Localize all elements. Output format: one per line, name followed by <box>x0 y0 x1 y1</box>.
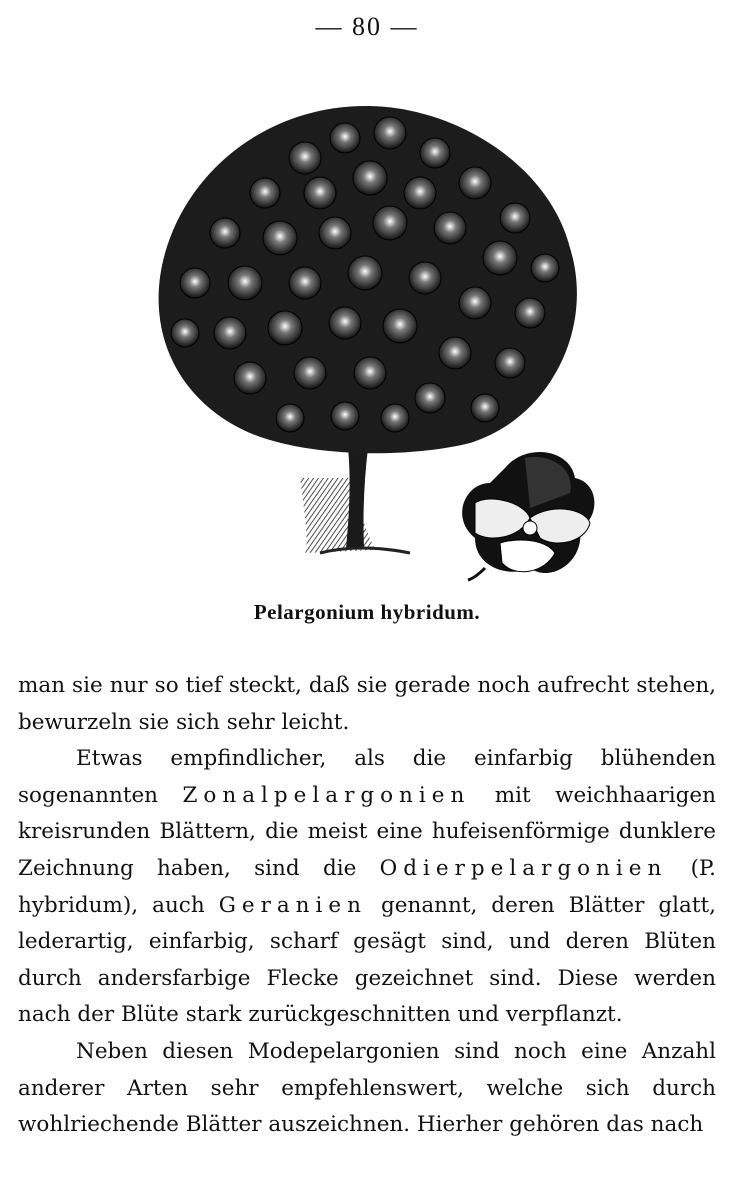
term-zonalpelargonien: Zonalpelargonien <box>182 782 471 808</box>
shrub-crown <box>159 106 577 453</box>
paragraph-2-part: (P. hybridum), auch <box>18 855 716 918</box>
paragraph-2-part: genannt, deren Blätter glatt, lederartig, einfarbig, scharf gesägt sind, und deren Blüten durch andersfarbige Flecke gezeichnet sind. Diese werden nach der Blüte stark zurückgeschnitten und verpflanzt. <box>18 892 716 1028</box>
page-number: — 80 — <box>315 12 419 41</box>
term-geranien: Geranien <box>218 892 367 918</box>
paragraph-2 <box>18 741 716 1034</box>
body-text <box>18 668 716 1144</box>
term-odierpelargonien: Odierpelargonien <box>379 855 668 881</box>
paragraph-3: Neben diesen Modepelargonien sind noch eine Anzahl anderer Arten sehr empfehlenswert, welche sich durch wohlriechende Blätter auszeichnen. Hierher gehören das nach <box>18 1038 716 1138</box>
flower-detail <box>462 452 594 580</box>
paragraph-2-part: Etwas empfindlicher, als die einfarbig blühenden sogenannten <box>18 746 716 808</box>
paragraph-1: man sie nur so tief steckt, daß sie gerade noch aufrecht stehen, bewurzeln sie sich sehr leicht. <box>18 673 716 735</box>
paragraph-2-part: mit weichhaarigen kreisrunden Blättern, die meist eine hufeisenförmige dunklere Zeichnung haben, sind die <box>18 782 716 881</box>
figure-caption: Pelargonium hybridum. <box>253 600 481 624</box>
pelargonium-illustration <box>130 98 610 598</box>
